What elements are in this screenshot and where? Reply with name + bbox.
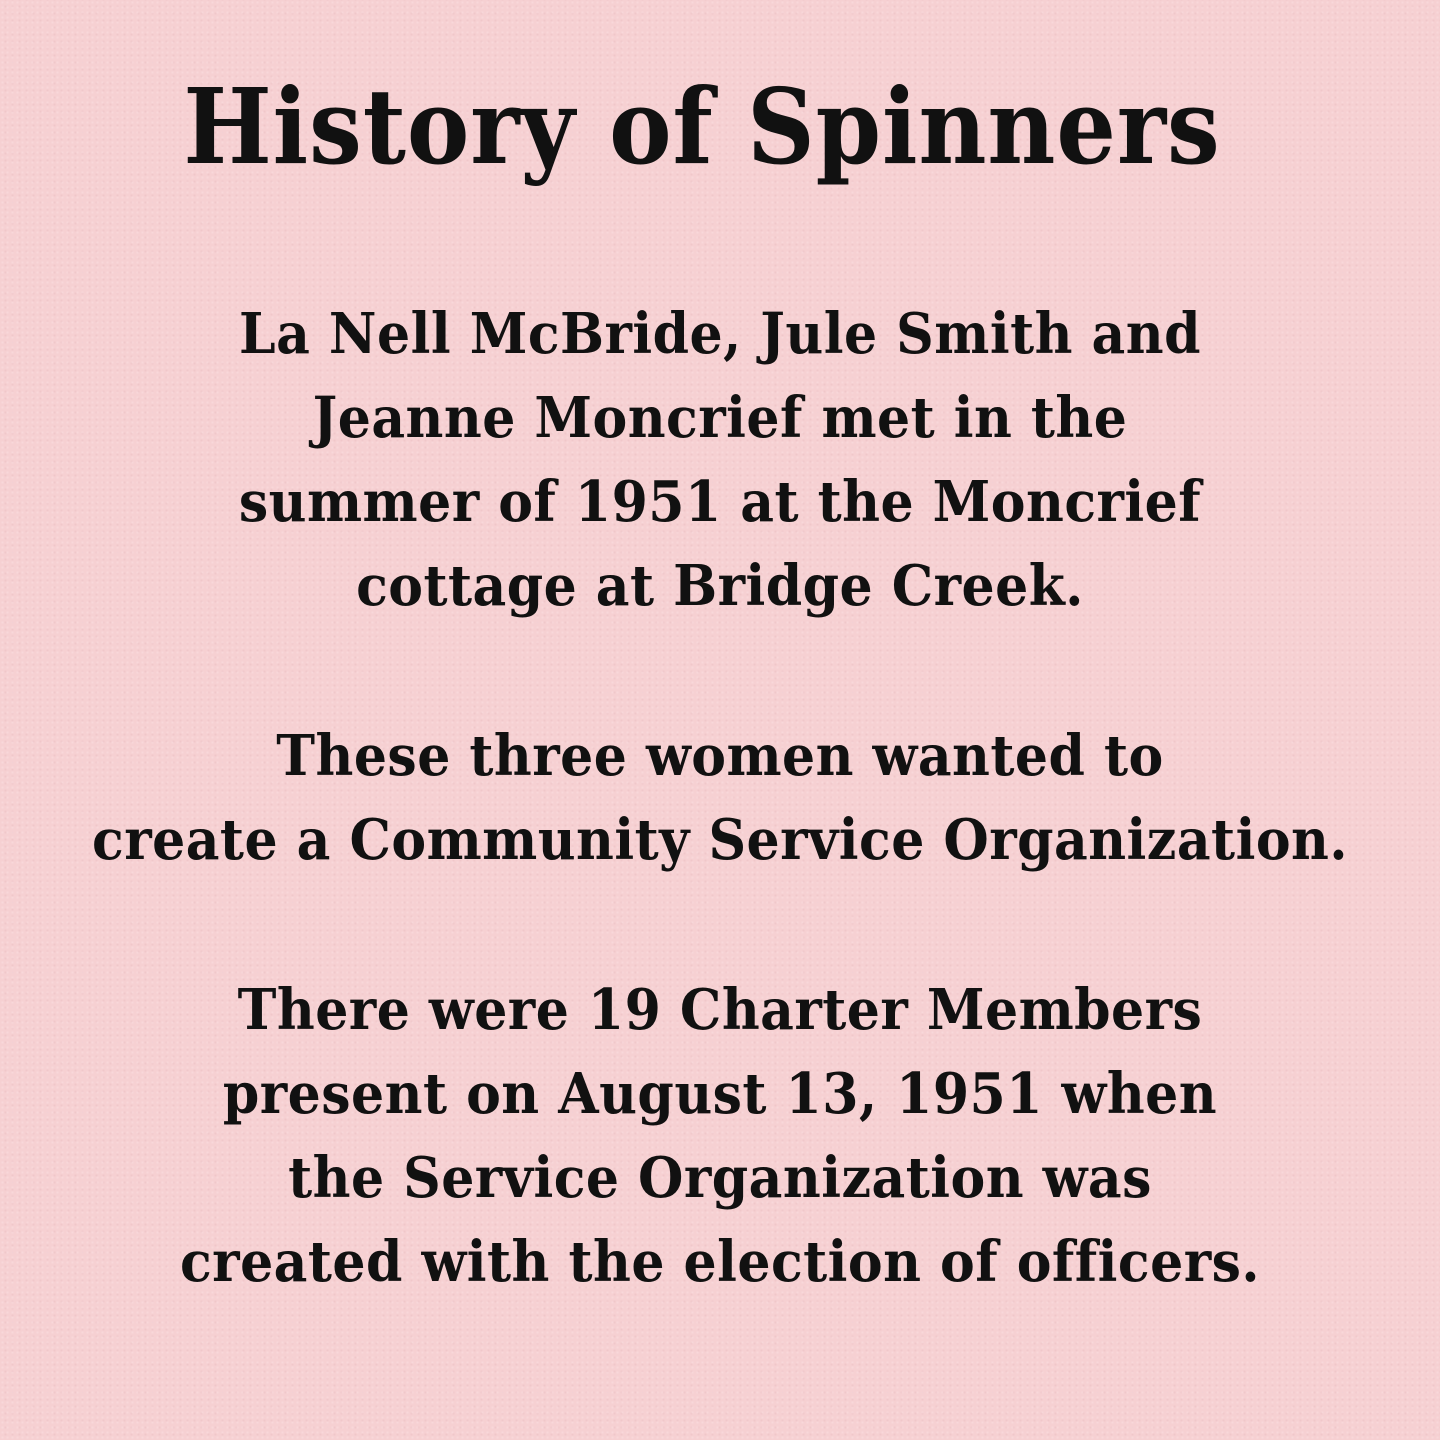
paragraph-line: created with the election of officers.	[180, 1229, 1260, 1295]
paragraph-line: Jeanne Moncrief met in the	[312, 385, 1128, 451]
paragraph-line: There were 19 Charter Members	[237, 977, 1203, 1043]
paragraph-charter-members	[50, 968, 1389, 1304]
paragraph-founders	[50, 292, 1389, 628]
paragraph-line: create a Community Service Organization.	[92, 807, 1348, 873]
paragraph-purpose	[50, 714, 1389, 882]
paragraph-line: summer of 1951 at the Moncrief	[238, 469, 1202, 535]
paragraph-line: These three women wanted to	[276, 723, 1164, 789]
paragraph-line: La Nell McBride, Jule Smith and	[239, 301, 1201, 367]
paragraph-line: present on August 13, 1951 when	[222, 1061, 1218, 1127]
paragraph-line: cottage at Bridge Creek.	[356, 553, 1084, 619]
page-title: History of Spinners	[183, 65, 1221, 188]
paragraph-line: the Service Organization was	[288, 1145, 1152, 1211]
